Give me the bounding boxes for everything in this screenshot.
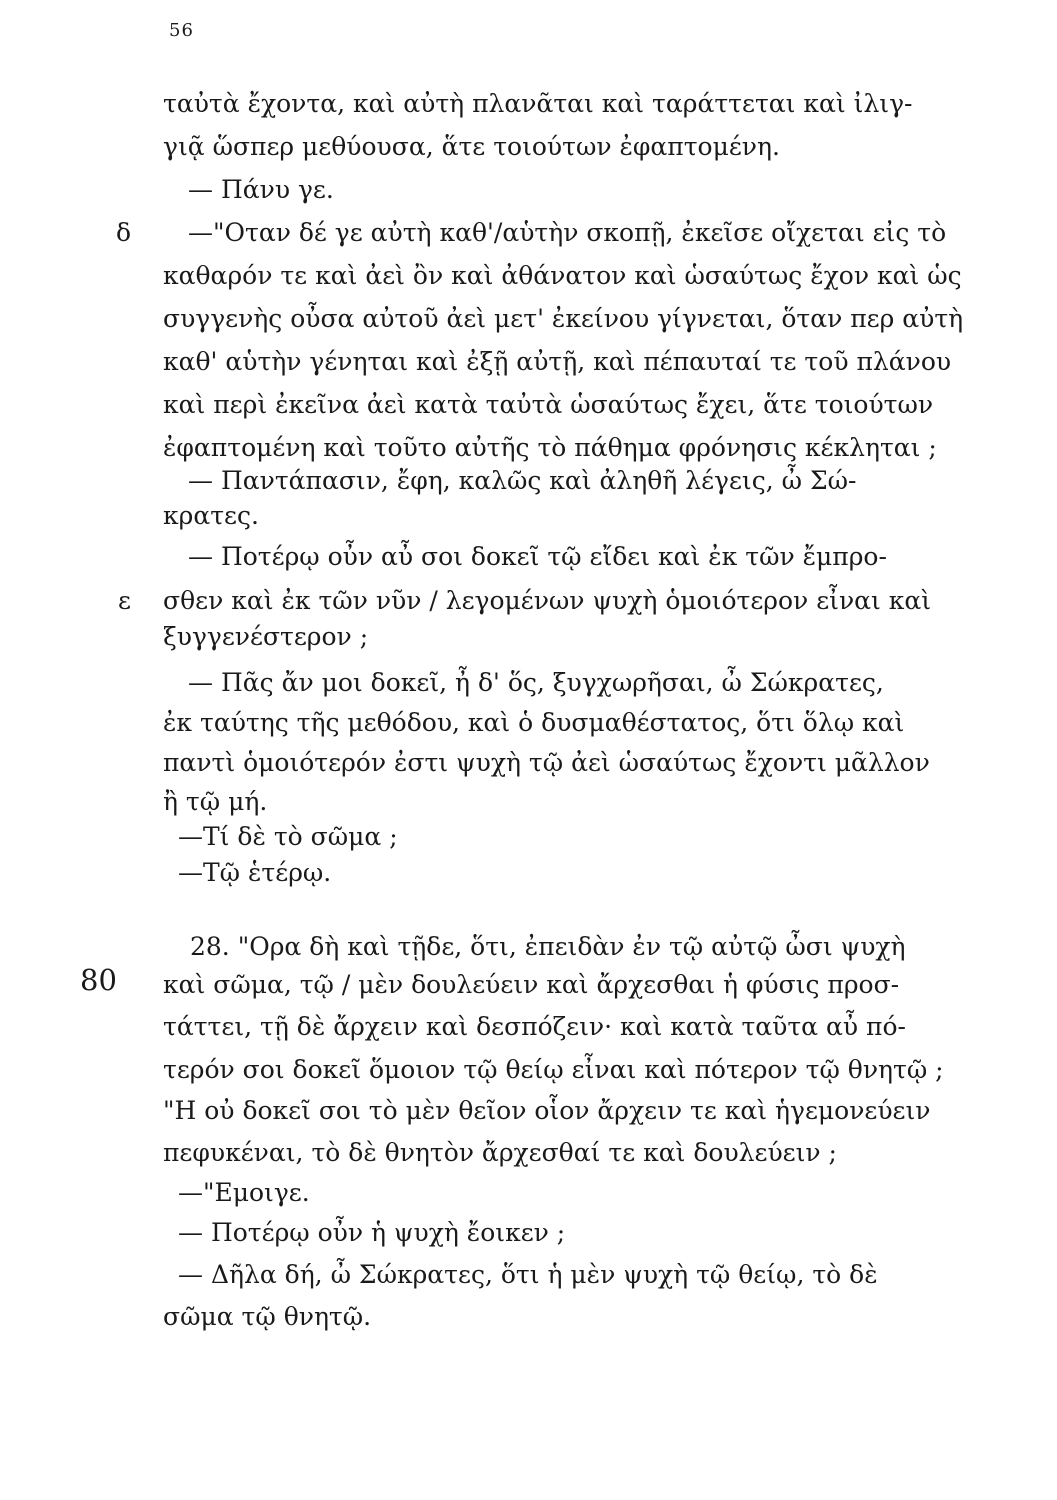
text-line: τερόν σοι δοκεῖ ὅμοιον τῷ θείῳ εἶναι καὶ πότερον τῷ θνητῷ ; <box>163 1055 944 1084</box>
text-line: "Η οὐ δοκεῖ σοι τὸ μὲν θεῖον οἷον ἄρχειν τε καὶ ἡγεμονεύειν <box>163 1096 931 1125</box>
margin-line-number: 80 <box>80 963 117 997</box>
text-line: ἐφαπτομένη καὶ τοῦτο αὐτῆς τὸ πάθημα φρόνησις κέκληται ; <box>163 433 937 462</box>
text-line: ταὐτὰ ἔχοντα, καὶ αὐτὴ πλανᾶται καὶ ταράττεται καὶ ἰλιγ- <box>163 89 913 118</box>
text-line: κρατες. <box>163 501 259 530</box>
text-line: καθαρόν τε καὶ ἀεὶ ὂν καὶ ἀθάνατον καὶ ὡσαύτως ἔχον καὶ ὡς <box>163 261 962 290</box>
text-line: σῶμα τῷ θνητῷ. <box>163 1302 372 1331</box>
text-line: — Παντάπασιν, ἔφη, καλῶς καὶ ἀληθῆ λέγεις, ὦ Σώ- <box>188 466 857 495</box>
text-line: 28. "Ορα δὴ καὶ τῇδε, ὅτι, ἐπειδὰν ἐν τῷ αὐτῷ ὦσι ψυχὴ <box>190 932 906 961</box>
text-line: — Πάνυ γε. <box>188 175 334 204</box>
text-line: — Δῆλα δή, ὦ Σώκρατες, ὅτι ἡ μὲν ψυχὴ τῷ θείῳ, τὸ δὲ <box>178 1260 878 1289</box>
page-number: 56 <box>169 20 194 41</box>
text-line: σθεν καὶ ἐκ τῶν νῦν / λεγομένων ψυχὴ ὁμοιότερον εἶναι καὶ <box>163 586 932 615</box>
text-line: —"Εμοιγε. <box>178 1178 310 1207</box>
text-line: ξυγγενέστερον ; <box>163 622 369 651</box>
text-line: — Πᾶς ἄν μοι δοκεῖ, ἦ δ' ὅς, ξυγχωρῆσαι, ὦ Σώκρατες, <box>188 668 884 697</box>
text-line: καὶ σῶμα, τῷ / μὲν δουλεύειν καὶ ἄρχεσθαι ἡ φύσις προσ- <box>163 970 900 999</box>
text-line: καὶ περὶ ἐκεῖνα ἀεὶ κατὰ ταὐτὰ ὡσαύτως ἔχει, ἅτε τοιούτων <box>163 390 934 419</box>
text-line: γιᾷ ὥσπερ μεθύουσα, ἅτε τοιούτων ἐφαπτομένη. <box>163 132 780 161</box>
margin-marker-epsilon: ε <box>118 586 131 615</box>
text-line: ἢ τῷ μή. <box>163 787 268 816</box>
text-line: — Ποτέρῳ οὖν αὖ σοι δοκεῖ τῷ εἴδει καὶ ἐκ τῶν ἔμπρο- <box>188 542 887 571</box>
text-line: —"Οταν δέ γε αὐτὴ καθ'/αὑτὴν σκοπῇ, ἐκεῖσε οἴχεται εἰς τὸ <box>188 218 947 247</box>
margin-marker-delta: δ <box>116 218 132 247</box>
text-line: —Τί δὲ τὸ σῶμα ; <box>178 822 398 851</box>
text-line: — Ποτέρῳ οὖν ἡ ψυχὴ ἔοικεν ; <box>178 1218 566 1247</box>
text-line: τάττει, τῇ δὲ ἄρχειν καὶ δεσπόζειν· καὶ κατὰ ταῦτα αὖ πό- <box>163 1012 906 1041</box>
text-line: καθ' αὑτὴν γένηται καὶ ἐξῇ αὐτῇ, καὶ πέπαυταί τε τοῦ πλάνου <box>163 347 952 376</box>
text-line: —Τῷ ἑτέρῳ. <box>178 858 332 887</box>
text-line: συγγενὴς οὖσα αὐτοῦ ἀεὶ μετ' ἐκείνου γίγνεται, ὅταν περ αὐτὴ <box>163 304 964 333</box>
text-line: παντὶ ὁμοιότερόν ἐστι ψυχὴ τῷ ἀεὶ ὡσαύτως ἔχοντι μᾶλλον <box>163 748 930 777</box>
text-line: ἐκ ταύτης τῆς μεθόδου, καὶ ὁ δυσμαθέστατος, ὅτι ὅλῳ καὶ <box>163 708 905 737</box>
text-line: πεφυκέναι, τὸ δὲ θνητὸν ἄρχεσθαί τε καὶ δουλεύειν ; <box>163 1138 837 1167</box>
